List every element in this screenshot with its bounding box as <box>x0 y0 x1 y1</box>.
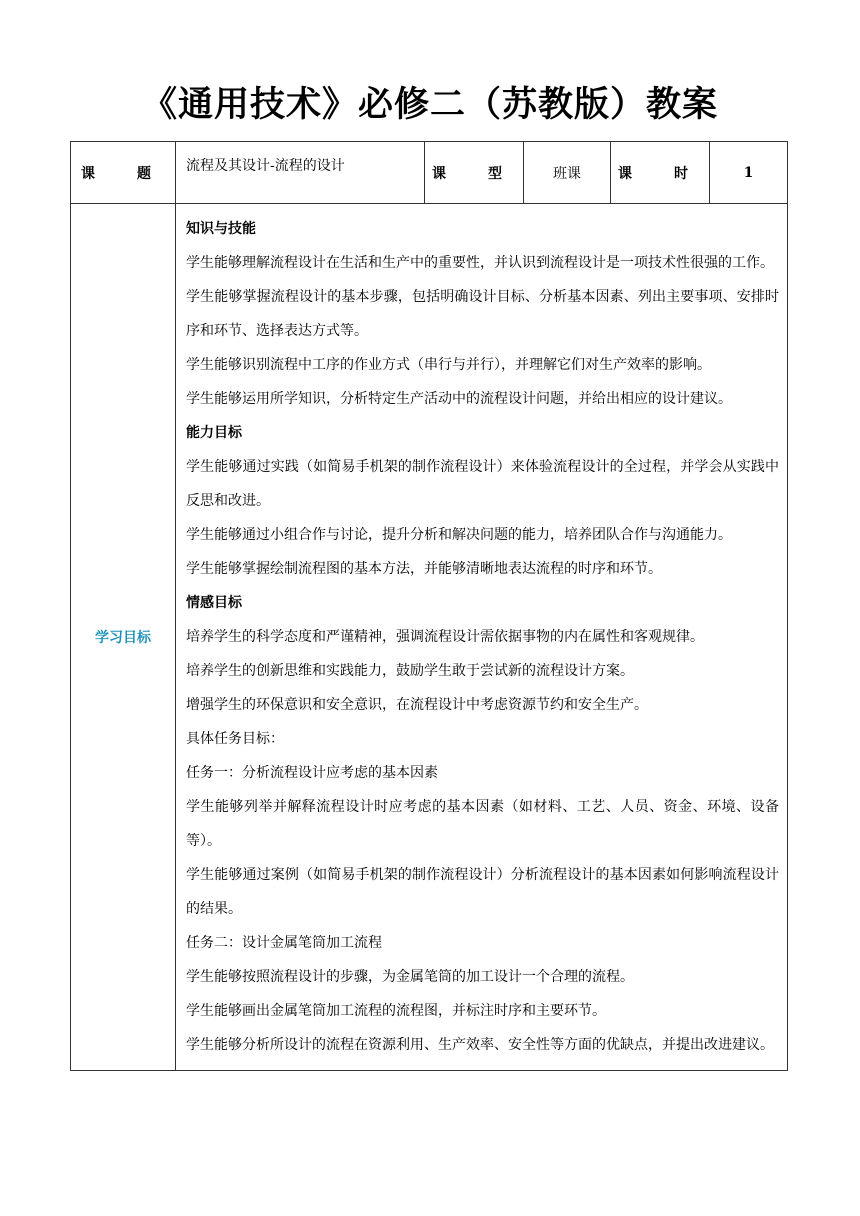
ability-heading: 能力目标 <box>186 425 242 441</box>
knowledge-item: 学生能够掌握流程设计的基本步骤，包括明确设计目标、分析基本因素、列出主要事项、安排时序和环节、选择表达方式等。 <box>186 289 779 339</box>
emotion-item: 培养学生的科学态度和严谨精神，强调流程设计需依据事物的内在属性和客观规律。 <box>186 629 704 645</box>
goals-content <box>176 204 788 1071</box>
task2-heading: 任务二：设计金属笔筒加工流程 <box>186 935 382 951</box>
emotion-heading: 情感目标 <box>186 595 242 611</box>
hours-label: 课 时 <box>611 142 710 204</box>
hours-value: 1 <box>710 142 788 204</box>
topic-value: 流程及其设计-流程的设计 <box>176 142 425 204</box>
ability-item: 学生能够通过小组合作与讨论，提升分析和解决问题的能力，培养团队合作与沟通能力。 <box>186 527 732 543</box>
ability-item: 学生能够掌握绘制流程图的基本方法，并能够清晰地表达流程的时序和环节。 <box>186 561 662 577</box>
knowledge-heading: 知识与技能 <box>186 221 256 237</box>
type-label: 课 型 <box>425 142 524 204</box>
knowledge-item: 学生能够运用所学知识，分析特定生产活动中的流程设计问题，并给出相应的设计建议。 <box>186 391 732 407</box>
header-row <box>71 142 788 204</box>
knowledge-item: 学生能够识别流程中工序的作业方式（串行与并行），并理解它们对生产效率的影响。 <box>186 357 711 373</box>
task2-item: 学生能够按照流程设计的步骤，为金属笔筒的加工设计一个合理的流程。 <box>186 969 634 985</box>
tasks-heading: 具体任务目标： <box>186 731 284 747</box>
knowledge-item: 学生能够理解流程设计在生活和生产中的重要性，并认识到流程设计是一项技术性很强的工作。 <box>186 255 774 271</box>
ability-item: 学生能够通过实践（如简易手机架的制作流程设计）来体验流程设计的全过程，并学会从实践中反思和改进。 <box>186 459 779 509</box>
task2-item: 学生能够分析所设计的流程在资源利用、生产效率、安全性等方面的优缺点，并提出改进建议。 <box>186 1037 774 1053</box>
topic-label: 课 题 <box>71 142 176 204</box>
lesson-plan-table <box>70 141 788 1071</box>
type-value: 班课 <box>524 142 611 204</box>
goals-label: 学习目标 <box>71 204 176 1071</box>
goals-row <box>71 204 788 1071</box>
task1-item: 学生能够列举并解释流程设计时应考虑的基本因素（如材料、工艺、人员、资金、环境、设备等）。 <box>186 799 779 849</box>
task1-heading: 任务一：分析流程设计应考虑的基本因素 <box>186 765 438 781</box>
task1-item: 学生能够通过案例（如简易手机架的制作流程设计）分析流程设计的基本因素如何影响流程设计的结果。 <box>186 867 779 917</box>
task2-item: 学生能够画出金属笔筒加工流程的流程图，并标注时序和主要环节。 <box>186 1003 606 1019</box>
emotion-item: 增强学生的环保意识和安全意识，在流程设计中考虑资源节约和安全生产。 <box>186 697 648 713</box>
document-title: 《通用技术》必修二（苏教版）教案 <box>141 85 718 125</box>
emotion-item: 培养学生的创新思维和实践能力，鼓励学生敢于尝试新的流程设计方案。 <box>186 663 634 679</box>
